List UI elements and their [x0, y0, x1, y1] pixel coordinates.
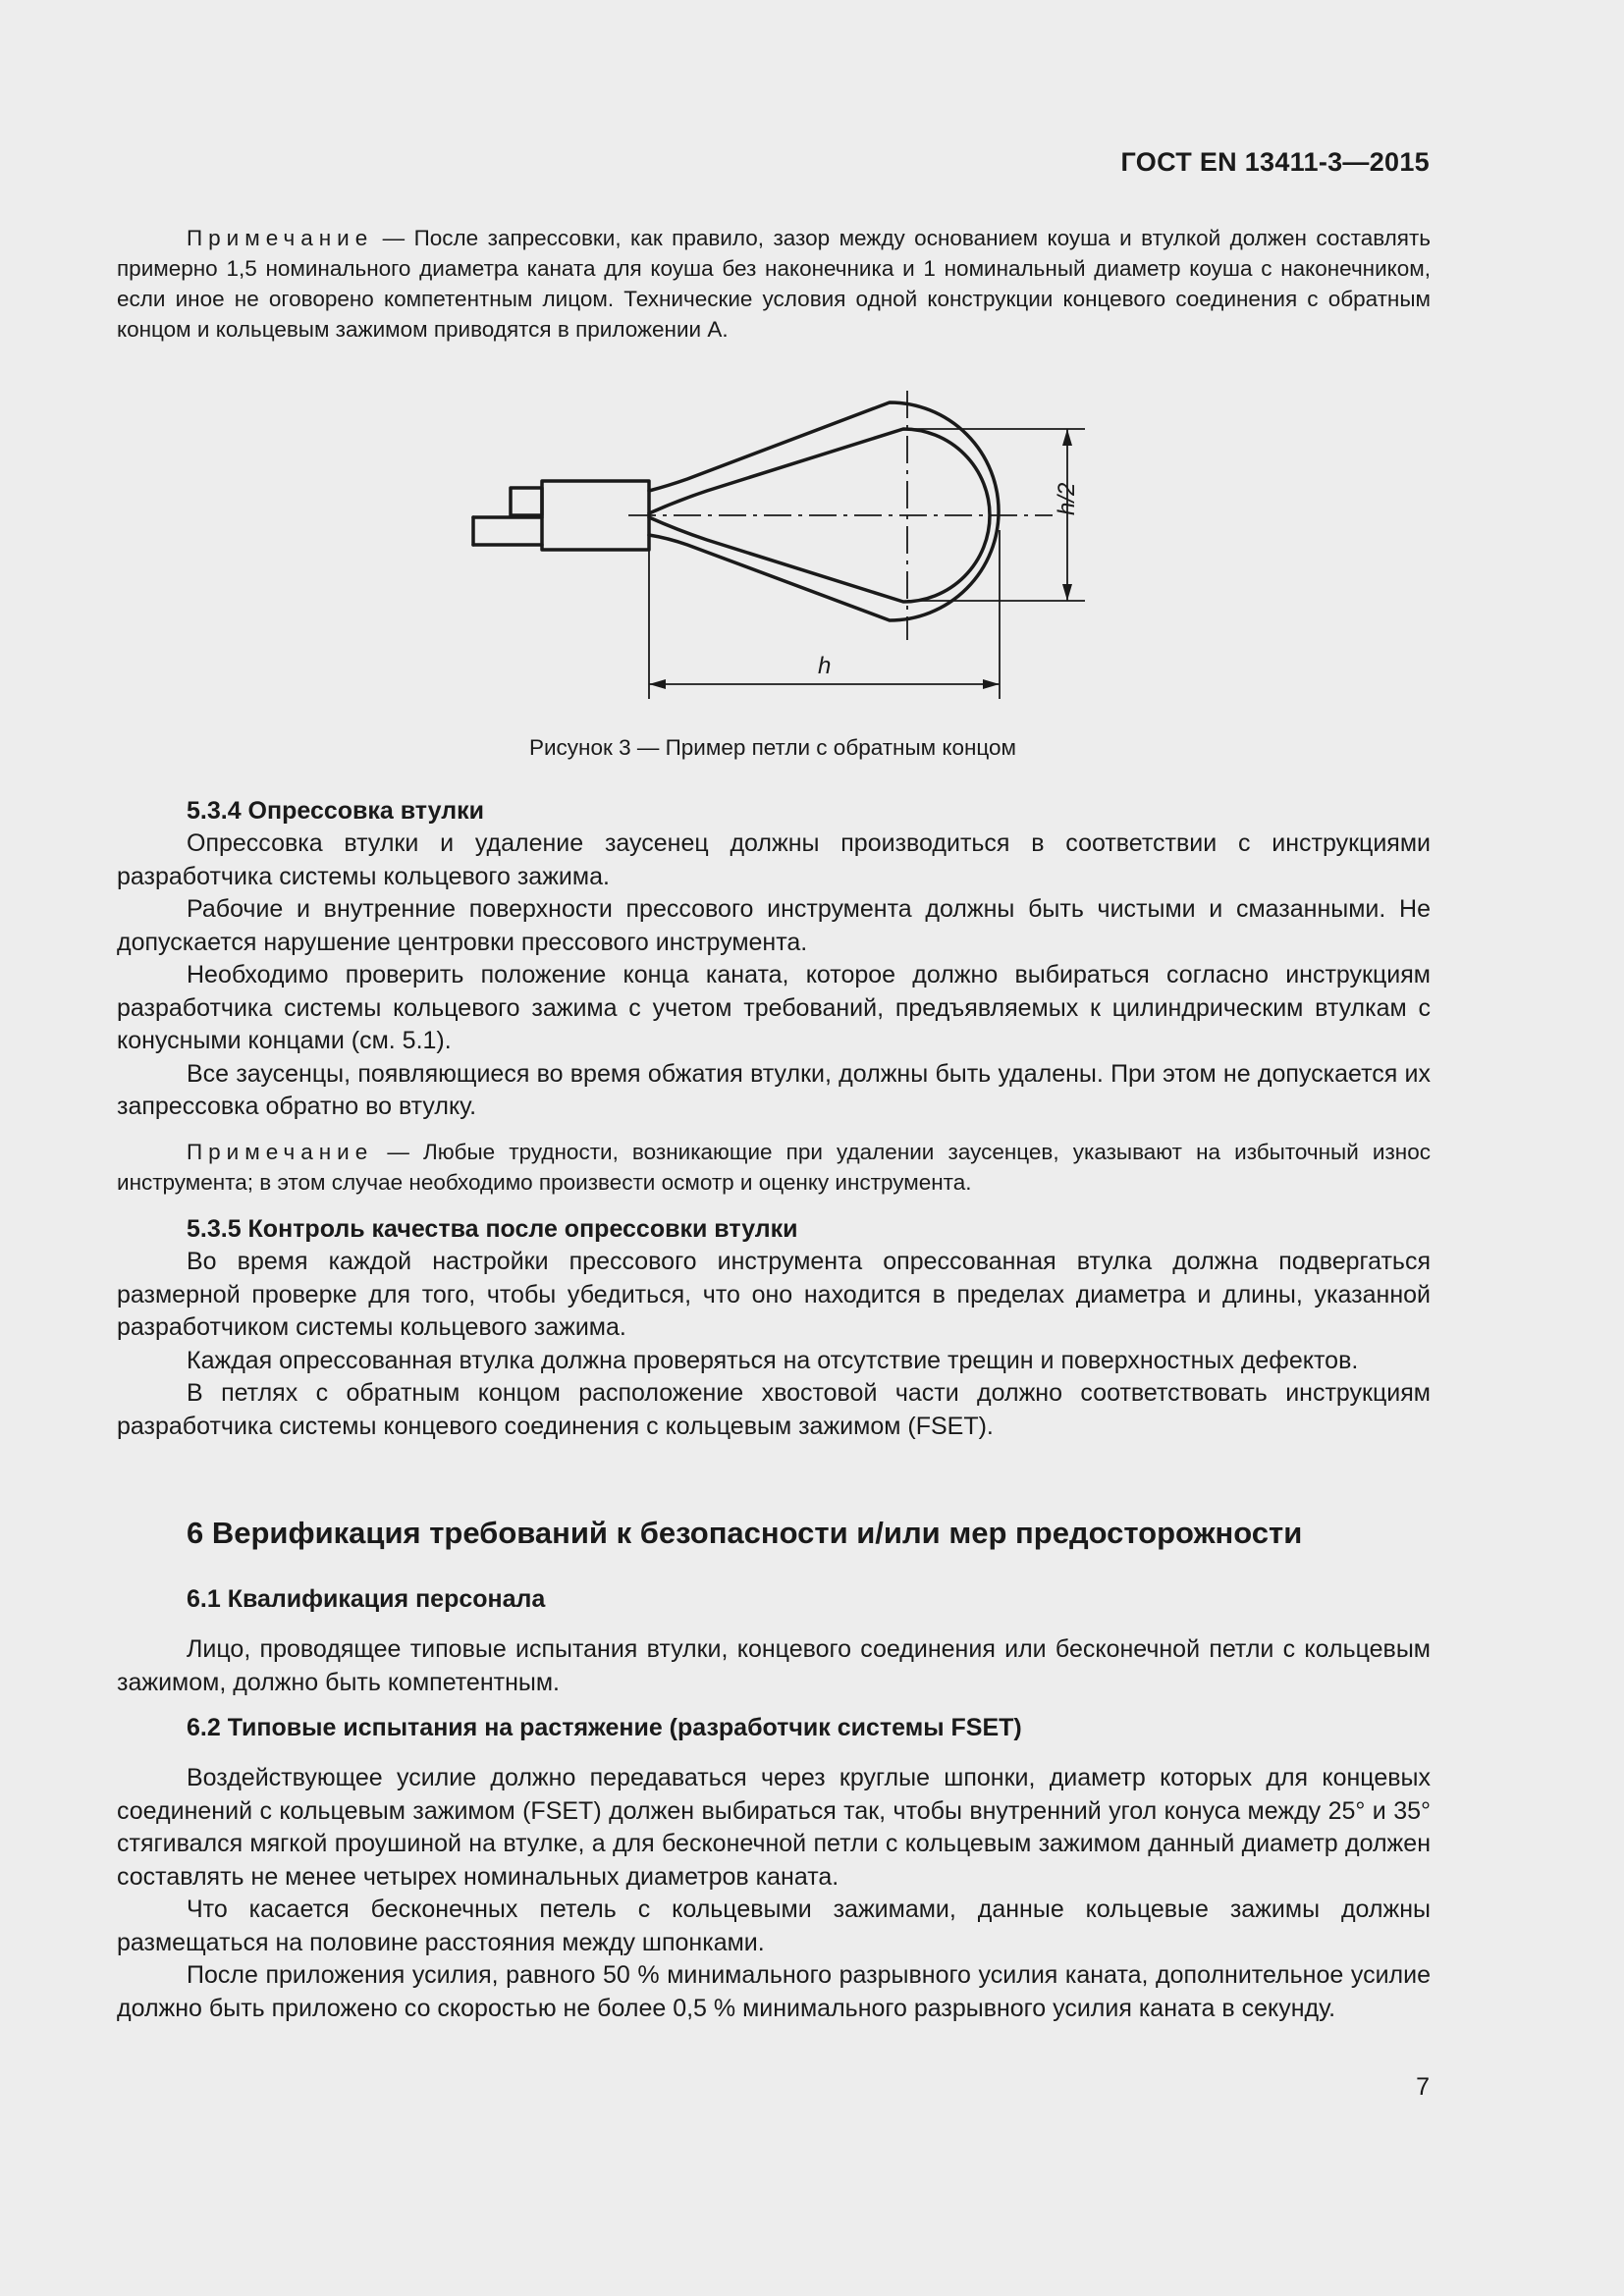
dimension-label-h-half: h/2 — [1054, 482, 1080, 515]
section-heading-6-1: 6.1 Квалификация персонала — [187, 1585, 546, 1613]
figure-caption: Рисунок 3 — Пример петли с обратным концом — [528, 735, 1017, 760]
figure-thimble-loop — [452, 383, 1119, 707]
section-heading-6-2: 6.2 Типовые испытания на растяжение (разработчик системы FSET) — [187, 1714, 1022, 1741]
paragraph: Воздействующее усилие должно передаваться через круглые шпонки, диаметр которых для концевых соединений с кольцевым зажимом (FSET) должен выбираться так, чтобы внутренний угол конуса между 25° и 35° стягивался мягкой проушиной на втулке, а для бесконечной петли с кольцевым зажимом данный диаметр должен составлять не менее четырех номинальных диаметров каната. — [117, 1764, 1431, 1891]
paragraph: Каждая опрессованная втулка должна проверяться на отсутствие трещин и поверхностных дефектов. — [187, 1346, 1359, 1374]
note-label: Примечание — [187, 226, 374, 250]
paragraph: После приложения усилия, равного 50 % минимального разрывного усилия каната, дополнительное усилие должно быть приложено со скоростью не более 0,5 % минимального разрывного усилия каната в секунду. — [117, 1961, 1431, 2022]
section-body-5-3-5 — [117, 1246, 1431, 1443]
dimension-label-h: h — [818, 653, 832, 679]
document-id: ГОСТ EN 13411-3—2015 — [1120, 147, 1430, 177]
paragraph: Лицо, проводящее типовые испытания втулки, концевого соединения или бесконечной петли с кольцевым зажимом, должно быть компетентным. — [117, 1635, 1431, 1696]
section-body-5-3-4 — [117, 828, 1431, 1124]
paragraph: В петлях с обратным концом расположение хвостовой части должно соответствовать инструкциям разработчика системы концевого соединения с кольцевым зажимом (FSET). — [117, 1379, 1431, 1440]
paragraph: Необходимо проверить положение конца каната, которое должно выбираться согласно инструкциям разработчика системы кольцевого зажима с учетом требований, предъявляемых к цилиндрическим втулкам с конусными концами (см. 5.1). — [117, 961, 1431, 1054]
section-body-6-2 — [117, 1762, 1431, 2025]
section-heading-6: 6 Верификация требований к безопасности и/или мер предосторожности — [187, 1516, 1303, 1550]
section-heading-5-3-4: 5.3.4 Опрессовка втулки — [187, 797, 484, 825]
note-text: — После запрессовки, как правило, зазор между основанием коуша и втулкой должен составлять примерно 1,5 номинального диаметра каната для коуша без наконечника и 1 номинальный диаметр коуша с наконечником, если иное не оговорено компетентным лицом. Технические условия одной конструкции концевого соединения с обратным концом и кольцевым зажимом приводятся в приложении А. — [117, 226, 1431, 342]
paragraph: Во время каждой настройки прессового инструмента опрессованная втулка должна подвергаться размерной проверке для того, чтобы убедиться, что оно находится в пределах диаметра и длины, указанной разработчиком системы кольцевого зажима. — [117, 1248, 1431, 1341]
section-heading-5-3-5: 5.3.5 Контроль качества после опрессовки втулки — [187, 1215, 798, 1243]
paragraph: Все заусенцы, появляющиеся во время обжатия втулки, должны быть удалены. При этом не допускается их запрессовка обратно во втулку. — [117, 1059, 1431, 1120]
note-block — [117, 223, 1431, 345]
section-body-6-1 — [117, 1633, 1431, 1699]
paragraph: Рабочие и внутренние поверхности прессового инструмента должны быть чистыми и смазанными. Не допускается нарушение центровки прессового инструмента. — [117, 895, 1431, 956]
paragraph: Что касается бесконечных петель с кольцевыми зажимами, данные кольцевые зажимы должны размещаться на половине расстояния между шпонками. — [117, 1896, 1431, 1956]
note-text: — Любые трудности, возникающие при удалении заусенцев, указывают на избыточный износ инструмента; в этом случае необходимо произвести осмотр и оценку инструмента. — [117, 1140, 1431, 1195]
ferrule-tail-step — [511, 488, 542, 515]
note-label: Примечание — [187, 1140, 374, 1164]
page-number: 7 — [1416, 2073, 1430, 2101]
note-block — [117, 1137, 1431, 1198]
paragraph: Опрессовка втулки и удаление заусенец должны производиться в соответствии с инструкциями разработчика системы кольцевого зажима. — [117, 829, 1431, 890]
